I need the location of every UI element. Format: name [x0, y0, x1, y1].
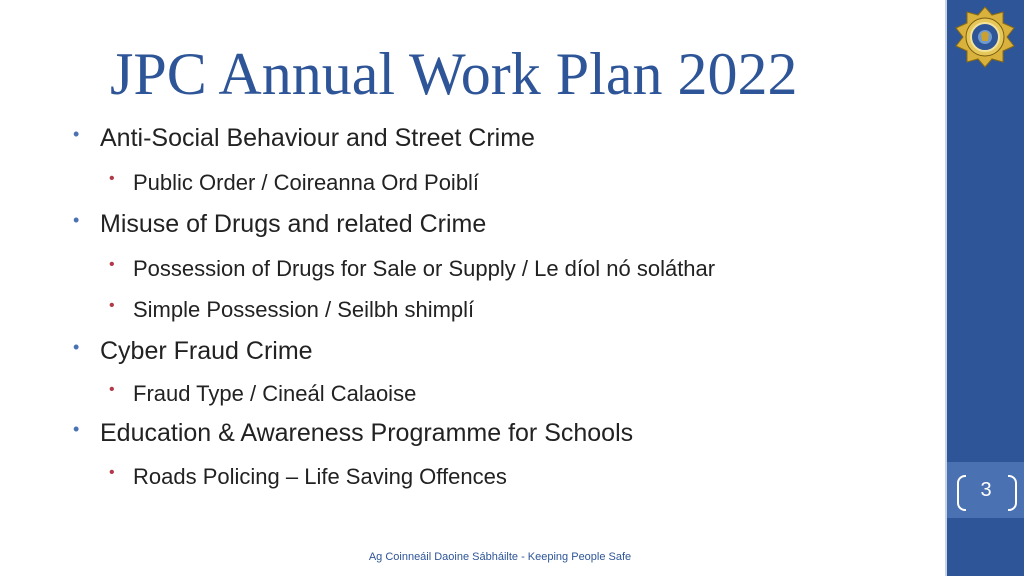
bullet-item-level1 — [73, 419, 634, 448]
bullet-text: Possession of Drugs for Sale or Supply / Le díol nó soláthar — [133, 256, 716, 281]
bullet-text: Fraud Type / Cineál Calaoise — [133, 381, 417, 406]
bullet-dot-icon: • — [109, 170, 115, 187]
right-bracket-icon — [1008, 475, 1017, 511]
bullet-dot-icon: • — [109, 381, 115, 398]
bullet-dot-icon: • — [109, 297, 115, 314]
bullet-text: Roads Policing – Life Saving Offences — [133, 464, 507, 489]
bullet-item-level2 — [109, 170, 480, 196]
bullet-dot-icon: • — [109, 464, 115, 481]
bullet-text: Anti-Social Behaviour and Street Crime — [100, 124, 535, 152]
bullet-item-level2 — [109, 381, 417, 407]
bullet-item-level1 — [73, 124, 535, 153]
bullet-item-level1 — [73, 337, 313, 366]
bullet-item-level2 — [109, 256, 716, 282]
slide-footer: Ag Coinneáil Daoine Sábháilte - Keeping People Safe — [368, 551, 632, 563]
bullet-item-level1 — [73, 210, 487, 239]
page-number: 3 — [980, 479, 992, 501]
slide-title: JPC Annual Work Plan 2022 — [110, 41, 798, 107]
bullet-dot-icon: • — [73, 337, 80, 357]
bullet-dot-icon: • — [73, 419, 80, 439]
bullet-item-level2 — [109, 297, 475, 323]
bullet-dot-icon: • — [73, 210, 80, 230]
bullet-text: Education & Awareness Programme for Schools — [100, 419, 634, 447]
left-bracket-icon — [957, 475, 966, 511]
bullet-text: Simple Possession / Seilbh shimplí — [133, 297, 475, 322]
bullet-text: Misuse of Drugs and related Crime — [100, 210, 487, 238]
bullet-text: Public Order / Coireanna Ord Poiblí — [133, 170, 480, 195]
bullet-dot-icon: • — [109, 256, 115, 273]
bullet-item-level2 — [109, 464, 507, 490]
bullet-text: Cyber Fraud Crime — [100, 337, 313, 365]
garda-crest-icon — [950, 6, 1020, 68]
bullet-dot-icon: • — [73, 124, 80, 144]
